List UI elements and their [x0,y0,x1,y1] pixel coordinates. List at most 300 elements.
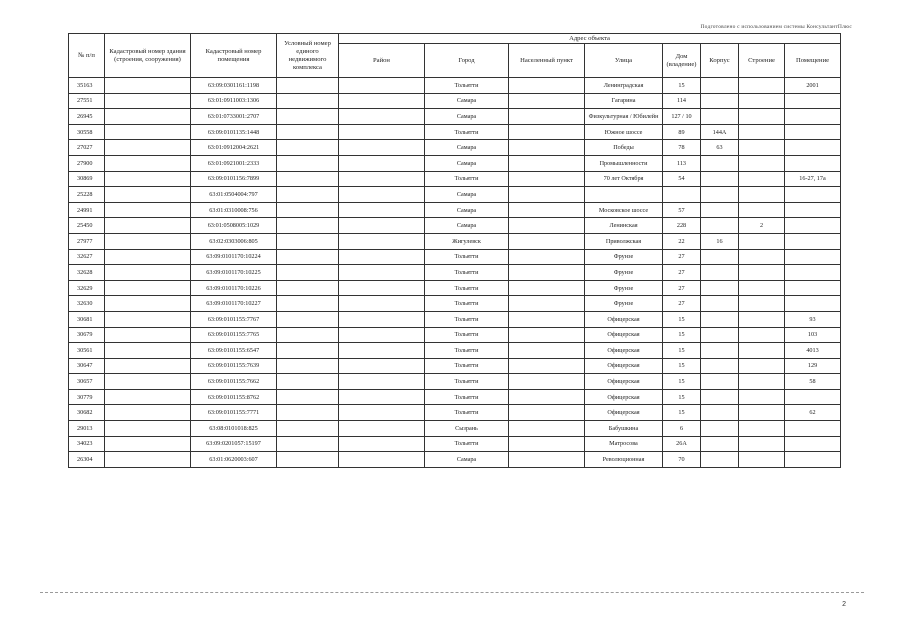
cell-street: Промышленности [585,155,663,171]
cell-building-cadastral [105,218,191,234]
cell-premise [785,296,841,312]
cell-premise [785,421,841,437]
cell-complex-number [277,405,339,421]
cell-complex-number [277,265,339,281]
cell-city: Самара [425,93,509,109]
table-row [69,436,841,452]
cell-house: 78 [663,140,701,156]
cell-building-cadastral [105,171,191,187]
cell-building [739,405,785,421]
cell-street: Офицерская [585,405,663,421]
cell-district [339,421,425,437]
cell-district [339,311,425,327]
cell-city: Тольятти [425,389,509,405]
cell-building-cadastral [105,78,191,94]
cell-house: 27 [663,249,701,265]
col-header-building-cadastral: Кадастровый номер здания (строения, сооружения) [105,34,191,78]
cell-building [739,327,785,343]
cell-city: Жигулевск [425,233,509,249]
table-row [69,155,841,171]
cell-num: 29013 [69,421,105,437]
cell-street: Фрунзе [585,296,663,312]
cell-house: 228 [663,218,701,234]
cell-premise [785,93,841,109]
cell-corpus [701,421,739,437]
col-header-house: Дом (владение) [663,44,701,78]
cell-settlement [509,389,585,405]
col-header-building: Строение [739,44,785,78]
col-header-premise: Помещение [785,44,841,78]
cell-house: 15 [663,374,701,390]
cell-building [739,155,785,171]
cell-complex-number [277,218,339,234]
cell-building [739,187,785,203]
cell-city: Самара [425,155,509,171]
cell-corpus [701,265,739,281]
table-row [69,421,841,437]
cell-corpus: 63 [701,140,739,156]
cell-settlement [509,311,585,327]
cell-num: 32629 [69,280,105,296]
cell-settlement [509,249,585,265]
cell-complex-number [277,249,339,265]
cell-settlement [509,343,585,359]
cell-complex-number [277,155,339,171]
cell-premise-cadastral: 63:09:0101155:7662 [191,374,277,390]
cell-corpus [701,78,739,94]
cell-house: 27 [663,280,701,296]
cell-premise: 58 [785,374,841,390]
cell-building [739,249,785,265]
cell-street: Фрунзе [585,265,663,281]
cell-complex-number [277,421,339,437]
cell-corpus [701,93,739,109]
cell-city: Самара [425,109,509,125]
cell-premise: 4013 [785,343,841,359]
cell-settlement [509,265,585,281]
cell-district [339,249,425,265]
cell-building [739,421,785,437]
cell-complex-number [277,374,339,390]
table-row [69,93,841,109]
table-row [69,358,841,374]
cell-premise-cadastral: 63:09:0101155:7765 [191,327,277,343]
cell-num: 30679 [69,327,105,343]
cell-building [739,124,785,140]
cell-street: Южное шоссе [585,124,663,140]
cell-premise-cadastral: 63:09:0101135:1448 [191,124,277,140]
cell-num: 30647 [69,358,105,374]
cell-building-cadastral [105,265,191,281]
cell-house: 15 [663,78,701,94]
cell-district [339,93,425,109]
cell-settlement [509,171,585,187]
cell-district [339,452,425,468]
cell-street: Фрунзе [585,280,663,296]
cell-building [739,389,785,405]
objects-table [68,33,841,468]
cell-num: 30561 [69,343,105,359]
cell-corpus [701,171,739,187]
table-row [69,109,841,125]
cell-num: 32627 [69,249,105,265]
cell-num: 32630 [69,296,105,312]
cell-street: Офицерская [585,343,663,359]
cell-premise [785,109,841,125]
cell-building [739,265,785,281]
cell-premise-cadastral: 63:09:0101155:7767 [191,311,277,327]
cell-district [339,233,425,249]
table-row [69,233,841,249]
cell-corpus [701,280,739,296]
cell-building-cadastral [105,311,191,327]
cell-num: 25228 [69,187,105,203]
cell-building [739,311,785,327]
cell-district [339,140,425,156]
cell-building [739,171,785,187]
cell-premise [785,124,841,140]
cell-premise-cadastral: 63:01:0921001:2333 [191,155,277,171]
cell-corpus [701,358,739,374]
cell-house: 15 [663,405,701,421]
col-header-premise-cadastral: Кадастровый номер помещения [191,34,277,78]
cell-settlement [509,124,585,140]
cell-corpus [701,202,739,218]
cell-num: 30682 [69,405,105,421]
cell-building-cadastral [105,155,191,171]
col-header-address-group: Адрес объекта [339,34,841,44]
header-note: Подготовлено с использованием системы КонсультантПлюс [700,24,852,30]
cell-premise-cadastral: 63:09:0101170:10227 [191,296,277,312]
cell-corpus [701,109,739,125]
cell-building-cadastral [105,343,191,359]
cell-complex-number [277,124,339,140]
cell-premise-cadastral: 63:01:0912004:2621 [191,140,277,156]
cell-house: 114 [663,93,701,109]
col-header-num: № п/п [69,34,105,78]
cell-building-cadastral [105,140,191,156]
table-row [69,78,841,94]
cell-premise [785,218,841,234]
cell-city: Тольятти [425,265,509,281]
cell-building [739,109,785,125]
cell-num: 32628 [69,265,105,281]
cell-settlement [509,155,585,171]
cell-settlement [509,187,585,203]
table-row [69,124,841,140]
cell-premise-cadastral: 63:09:0201057:15197 [191,436,277,452]
cell-complex-number [277,436,339,452]
col-header-complex-number: Условный номер единого недвижимого комплекса [277,34,339,78]
cell-complex-number [277,280,339,296]
cell-complex-number [277,140,339,156]
cell-city: Тольятти [425,311,509,327]
cell-district [339,218,425,234]
cell-building: 2 [739,218,785,234]
cell-street: Фрунзе [585,249,663,265]
cell-complex-number [277,327,339,343]
cell-premise [785,280,841,296]
cell-premise [785,436,841,452]
cell-premise [785,452,841,468]
cell-num: 30657 [69,374,105,390]
cell-complex-number [277,311,339,327]
cell-house: 89 [663,124,701,140]
cell-corpus [701,155,739,171]
cell-city: Тольятти [425,343,509,359]
cell-building [739,280,785,296]
cell-building-cadastral [105,93,191,109]
cell-corpus [701,327,739,343]
cell-building-cadastral [105,202,191,218]
cell-street: Офицерская [585,311,663,327]
cell-street: Матросова [585,436,663,452]
cell-city: Тольятти [425,124,509,140]
table-row [69,202,841,218]
cell-complex-number [277,187,339,203]
table-row [69,374,841,390]
cell-premise-cadastral: 63:02:0303006:805 [191,233,277,249]
cell-premise [785,249,841,265]
cell-house: 15 [663,327,701,343]
cell-district [339,280,425,296]
cell-house: 27 [663,296,701,312]
cell-district [339,405,425,421]
cell-complex-number [277,358,339,374]
cell-house: 22 [663,233,701,249]
cell-building-cadastral [105,249,191,265]
cell-street: Бабушкина [585,421,663,437]
cell-num: 24991 [69,202,105,218]
cell-district [339,436,425,452]
cell-house [663,187,701,203]
cell-complex-number [277,452,339,468]
cell-premise [785,202,841,218]
cell-settlement [509,421,585,437]
table-row [69,171,841,187]
cell-complex-number [277,343,339,359]
cell-settlement [509,436,585,452]
cell-num: 30558 [69,124,105,140]
cell-premise-cadastral: 63:09:0101155:7639 [191,358,277,374]
cell-street: Победы [585,140,663,156]
cell-street: Ленинградская [585,78,663,94]
cell-district [339,389,425,405]
col-header-city: Город [425,44,509,78]
cell-house: 27 [663,265,701,281]
page-number: 2 [842,601,846,608]
cell-settlement [509,78,585,94]
cell-street: Революционная [585,452,663,468]
cell-settlement [509,405,585,421]
cell-premise: 129 [785,358,841,374]
cell-building [739,358,785,374]
cell-settlement [509,452,585,468]
cell-premise [785,155,841,171]
cell-building [739,202,785,218]
cell-house: 70 [663,452,701,468]
cell-corpus [701,343,739,359]
cell-district [339,265,425,281]
cell-district [339,202,425,218]
cell-district [339,171,425,187]
cell-premise-cadastral: 63:09:0101155:8762 [191,389,277,405]
cell-settlement [509,93,585,109]
cell-building-cadastral [105,436,191,452]
cell-corpus [701,187,739,203]
cell-corpus: 16 [701,233,739,249]
cell-num: 26945 [69,109,105,125]
table-row [69,405,841,421]
cell-building-cadastral [105,327,191,343]
cell-street: Московское шоссе [585,202,663,218]
cell-district [339,296,425,312]
cell-corpus [701,452,739,468]
cell-premise-cadastral: 63:09:0101155:7771 [191,405,277,421]
table-row [69,140,841,156]
cell-building [739,93,785,109]
cell-house: 127 / 10 [663,109,701,125]
cell-complex-number [277,109,339,125]
table-row [69,452,841,468]
cell-num: 30681 [69,311,105,327]
cell-premise-cadastral: 63:09:0101170:10225 [191,265,277,281]
cell-premise [785,140,841,156]
cell-district [339,187,425,203]
cell-building-cadastral [105,233,191,249]
cell-premise [785,389,841,405]
cell-complex-number [277,389,339,405]
cell-city: Тольятти [425,358,509,374]
cell-premise-cadastral: 63:01:0911003:1306 [191,93,277,109]
cell-building [739,452,785,468]
table-row [69,296,841,312]
cell-district [339,343,425,359]
cell-premise: 103 [785,327,841,343]
cell-building-cadastral [105,374,191,390]
cell-corpus [701,374,739,390]
cell-street: Офицерская [585,327,663,343]
cell-premise: 62 [785,405,841,421]
cell-street: Офицерская [585,374,663,390]
cell-street: Ленинская [585,218,663,234]
cell-settlement [509,296,585,312]
cell-city: Сызрань [425,421,509,437]
cell-premise-cadastral: 63:09:0101170:10224 [191,249,277,265]
cell-city: Самара [425,187,509,203]
cell-house: 15 [663,311,701,327]
cell-street: Приволжская [585,233,663,249]
cell-premise-cadastral: 63:09:0101155:6547 [191,343,277,359]
cell-premise [785,187,841,203]
cell-district [339,124,425,140]
cell-city: Самара [425,452,509,468]
cell-num: 26304 [69,452,105,468]
cell-house: 57 [663,202,701,218]
cell-num: 25450 [69,218,105,234]
cell-premise [785,233,841,249]
cell-premise-cadastral: 63:01:0310008:756 [191,202,277,218]
cell-corpus [701,218,739,234]
cell-premise: 2001 [785,78,841,94]
cell-num: 27551 [69,93,105,109]
col-header-street: Улица [585,44,663,78]
cell-house: 26А [663,436,701,452]
cell-complex-number [277,93,339,109]
cell-city: Тольятти [425,171,509,187]
cell-corpus [701,389,739,405]
cell-building-cadastral [105,389,191,405]
cell-complex-number [277,78,339,94]
cell-complex-number [277,296,339,312]
cell-premise-cadastral: 63:09:0301161:1198 [191,78,277,94]
cell-settlement [509,374,585,390]
cell-corpus [701,296,739,312]
cell-city: Тольятти [425,296,509,312]
cell-building [739,233,785,249]
cell-house: 15 [663,389,701,405]
cell-house: 113 [663,155,701,171]
cell-building [739,343,785,359]
cell-city: Тольятти [425,280,509,296]
cell-premise-cadastral: 63:08:0101018:825 [191,421,277,437]
cell-building-cadastral [105,109,191,125]
cell-district [339,374,425,390]
cell-city: Тольятти [425,436,509,452]
cell-settlement [509,109,585,125]
page-footer-divider [40,592,864,593]
col-header-settlement: Населенный пункт [509,44,585,78]
table-row [69,265,841,281]
col-header-district: Район [339,44,425,78]
col-header-corpus: Корпус [701,44,739,78]
cell-premise: 16-27, 17а [785,171,841,187]
cell-building-cadastral [105,358,191,374]
cell-num: 34023 [69,436,105,452]
cell-num: 35163 [69,78,105,94]
cell-city: Самара [425,218,509,234]
cell-num: 27900 [69,155,105,171]
cell-corpus [701,405,739,421]
cell-premise-cadastral: 63:09:0101170:10226 [191,280,277,296]
cell-premise-cadastral: 63:09:0101156:7899 [191,171,277,187]
cell-house: 6 [663,421,701,437]
table-row [69,327,841,343]
cell-district [339,327,425,343]
cell-house: 15 [663,343,701,359]
cell-num: 27977 [69,233,105,249]
cell-premise [785,265,841,281]
table-row [69,311,841,327]
cell-building-cadastral [105,405,191,421]
cell-settlement [509,327,585,343]
table-row [69,249,841,265]
cell-settlement [509,280,585,296]
cell-premise-cadastral: 63:01:0508005:1029 [191,218,277,234]
cell-corpus [701,249,739,265]
cell-city: Тольятти [425,78,509,94]
cell-district [339,155,425,171]
cell-complex-number [277,233,339,249]
cell-building [739,296,785,312]
cell-building-cadastral [105,124,191,140]
table-row [69,389,841,405]
cell-city: Самара [425,140,509,156]
cell-city: Тольятти [425,249,509,265]
cell-street: Физкультурная / Юбилейн [585,109,663,125]
cell-building-cadastral [105,296,191,312]
cell-district [339,109,425,125]
